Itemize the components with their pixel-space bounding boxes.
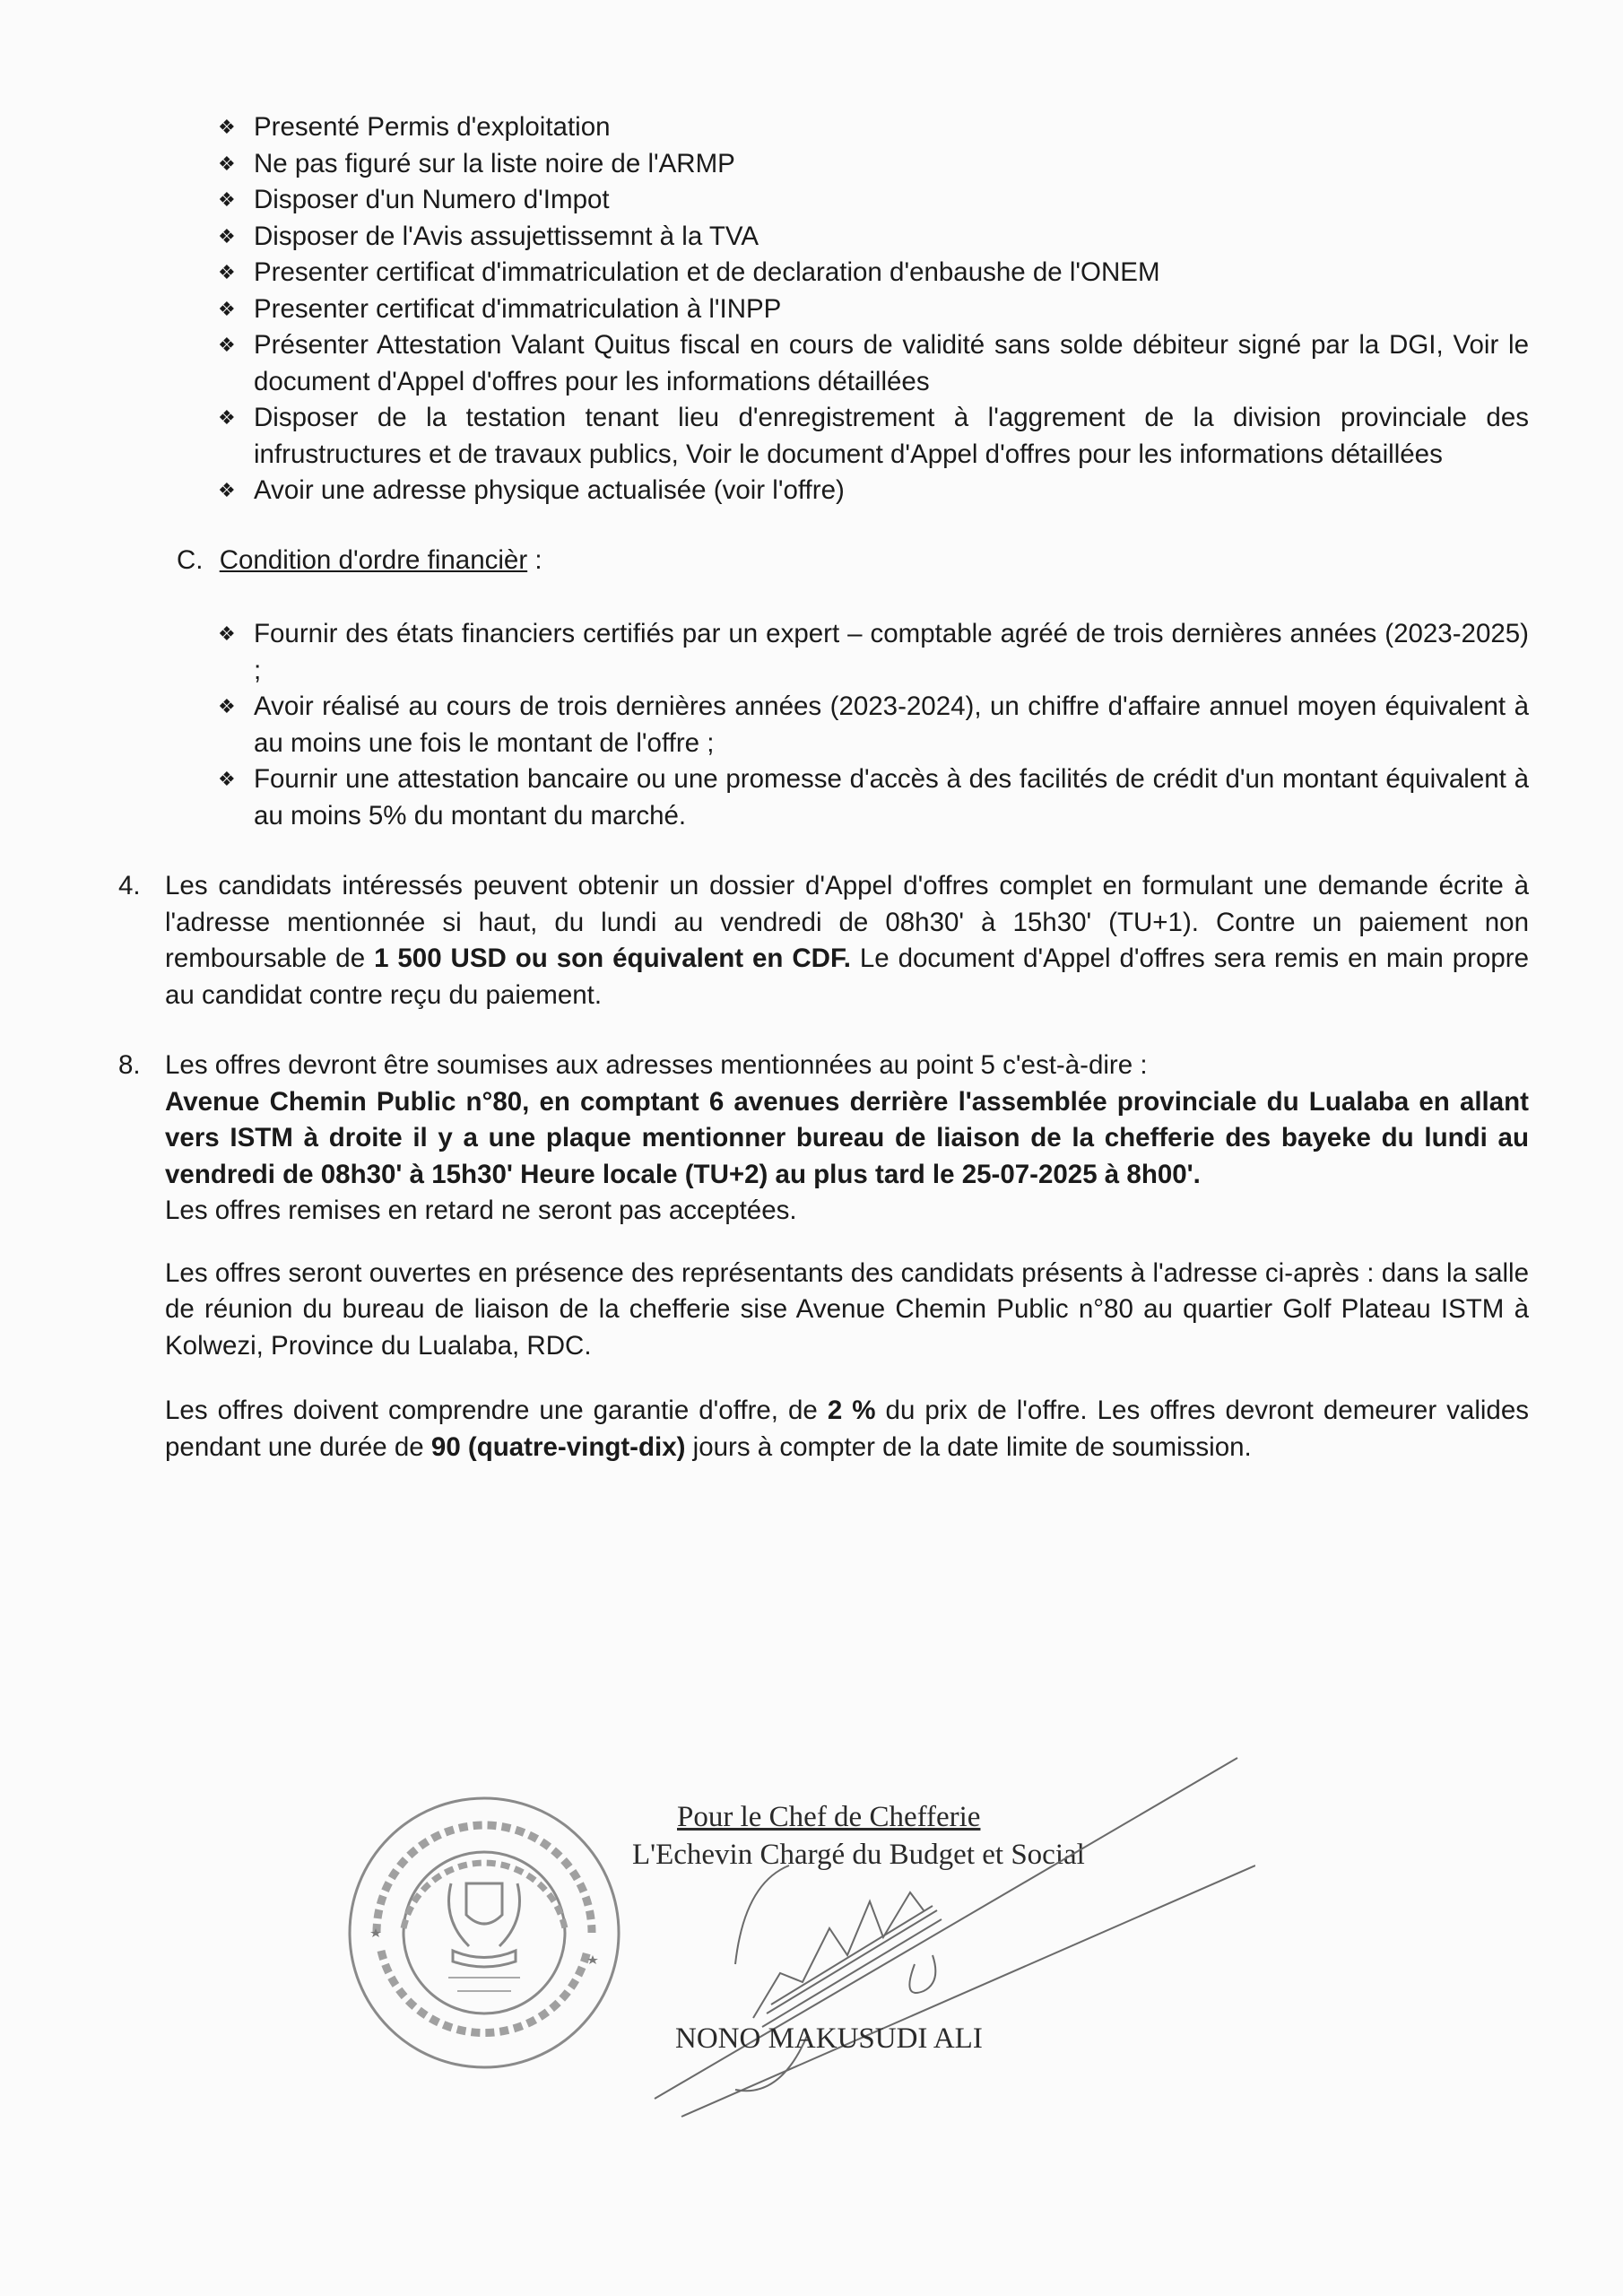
- guarantee-paragraph: [165, 1393, 1529, 1465]
- list-item: [218, 327, 1529, 400]
- text: du prix de l'offre. Les offres devront demeurer valides pendant une durée de: [165, 1396, 1529, 1462]
- opening-text: Les offres seront ouvertes en présence des représentants des candidats présents à l'adresse ci-après : dans la salle de réunion du bureau de liaison de la chefferie sise Avenue Chemin Public n°80 au quartier Golf Plateau ISTM à Kolwezi, Province du Lualaba, RDC.: [165, 1257, 1529, 1361]
- diamond-bullet-icon: ❖: [218, 622, 236, 645]
- opening-paragraph: [165, 1256, 1529, 1365]
- diamond-bullet-icon: ❖: [218, 406, 236, 429]
- list-item-text: Présenter Attestation Valant Quitus fiscal en cours de validité sans solde débiteur signé par la DGI, Voir le document d'Appel d'offres pour les informations détaillées: [254, 330, 1529, 396]
- item-number: 4.: [118, 871, 141, 900]
- diamond-bullet-icon: ❖: [218, 768, 236, 790]
- financial-list: [218, 616, 1529, 834]
- list-item: [218, 219, 1529, 256]
- signatory-name: NONO MAKUSUDI ALI: [675, 2022, 983, 2055]
- item-number: 8.: [118, 1050, 141, 1080]
- list-item: [218, 473, 1529, 509]
- list-item-text: Avoir une adresse physique actualisée (voir l'offre): [254, 475, 845, 505]
- list-item: [218, 689, 1529, 761]
- list-item: [218, 616, 1529, 689]
- list-item-text: Disposer d'un Numero d'Impot: [254, 185, 610, 214]
- list-item-text: Ne pas figuré sur la liste noire de l'ARMP: [254, 148, 735, 178]
- item-text: Les candidats intéressés peuvent obtenir un dossier d'Appel d'offres complet en formulant une demande écrite à l'adresse mentionnée si haut, du lundi au vendredi de 08h30' à 15h30' (TU+1). Contre un paiement non remboursable de: [165, 871, 1529, 973]
- list-item-text: Presenter certificat d'immatriculation et de declaration d'enbaushe de l'ONEM: [254, 257, 1160, 287]
- list-item-text: Disposer de la testation tenant lieu d'enregistrement à l'aggrement de la division provinciale des infrustructures et de travaux publics, Voir le document d'Appel d'offres pour les informations détaillées: [254, 403, 1529, 469]
- list-item: [218, 182, 1529, 219]
- diamond-bullet-icon: ❖: [218, 297, 236, 320]
- text: jours à compter de la date limite de soumission.: [685, 1431, 1252, 1462]
- list-item-text: Disposer de l'Avis assujettissemnt à la TVA: [254, 221, 759, 251]
- signature-line1: Pour le Chef de Chefferie: [677, 1801, 981, 1833]
- diamond-bullet-icon: ❖: [218, 695, 236, 718]
- list-item-text: Avoir réalisé au cours de trois dernières années (2023-2024), un chiffre d'affaire annuel moyen équivalent à au moins une fois le montant de l'offre ;: [254, 691, 1529, 758]
- section-c-heading: [177, 543, 1529, 579]
- coat-of-arms-icon: [449, 1883, 520, 1967]
- list-item: [218, 291, 1529, 328]
- signature-line2: L'Echevin Chargé du Budget et Social: [632, 1839, 1085, 1871]
- list-item: [218, 255, 1529, 291]
- diamond-bullet-icon: ❖: [218, 479, 236, 501]
- section-letter: C.: [177, 544, 204, 575]
- text: Les offres doivent comprendre une garantie d'offre, de: [165, 1396, 828, 1425]
- diamond-bullet-icon: ❖: [218, 261, 236, 283]
- submission-address: Avenue Chemin Public n°80, en comptant 6 avenues derrière l'assemblée provinciale du Lualaba en allant vers ISTM à droite il y a une plaque mentionner bureau de liaison de la chefferie des bayeke du lundi au vendredi de 08h30' à 15h30' Heure locale (TU+2) au plus tard le 25-07-2025 à 8h00'.: [165, 1086, 1529, 1189]
- list-item: [218, 761, 1529, 834]
- diamond-bullet-icon: ❖: [218, 224, 236, 248]
- item-text: Le document d'Appel d'offres sera remis en main propre au candidat contre reçu du paiement.: [165, 944, 1529, 1010]
- diamond-bullet-icon: ❖: [218, 152, 236, 175]
- diamond-bullet-icon: ❖: [218, 116, 236, 138]
- list-item-text: Presenté Permis d'exploitation: [254, 112, 611, 142]
- document-body: [118, 109, 1529, 1465]
- handwritten-signature: [574, 1740, 1255, 2126]
- list-item: [218, 109, 1529, 146]
- item-bold: 1 500 USD ou son équivalent en CDF.: [374, 944, 851, 973]
- list-item-text: Presenter certificat d'immatriculation à l'INPP: [254, 293, 782, 324]
- item-text: Les offres devront être soumises aux adresses mentionnées au point 5 c'est-à-dire :: [165, 1050, 1148, 1080]
- list-item-text: Fournir des états financiers certifiés par un expert – comptable agréé de trois dernières années (2023-2025) ;: [254, 619, 1529, 685]
- item-8: [118, 1048, 1529, 1230]
- list-item: [218, 400, 1529, 473]
- diamond-bullet-icon: ❖: [218, 334, 236, 356]
- bold-text: 2 %: [827, 1396, 876, 1425]
- list-item: [218, 146, 1529, 183]
- bold-text: 90 (quatre-vingt-dix): [430, 1431, 686, 1462]
- list-item-text: Fournir une attestation bancaire ou une promesse d'accès à des facilités de crédit d'un montant équivalent à au moins 5% du montant du marché.: [254, 764, 1529, 831]
- section-title: Condition d'ordre financièr: [219, 544, 528, 575]
- guarantee-text: [165, 1393, 1529, 1465]
- section-colon: :: [527, 544, 542, 575]
- item-text: Les offres remises en retard ne seront pas acceptées.: [165, 1196, 797, 1225]
- requirements-list: [218, 109, 1529, 509]
- diamond-bullet-icon: ❖: [218, 188, 236, 211]
- item-4: [118, 868, 1529, 1013]
